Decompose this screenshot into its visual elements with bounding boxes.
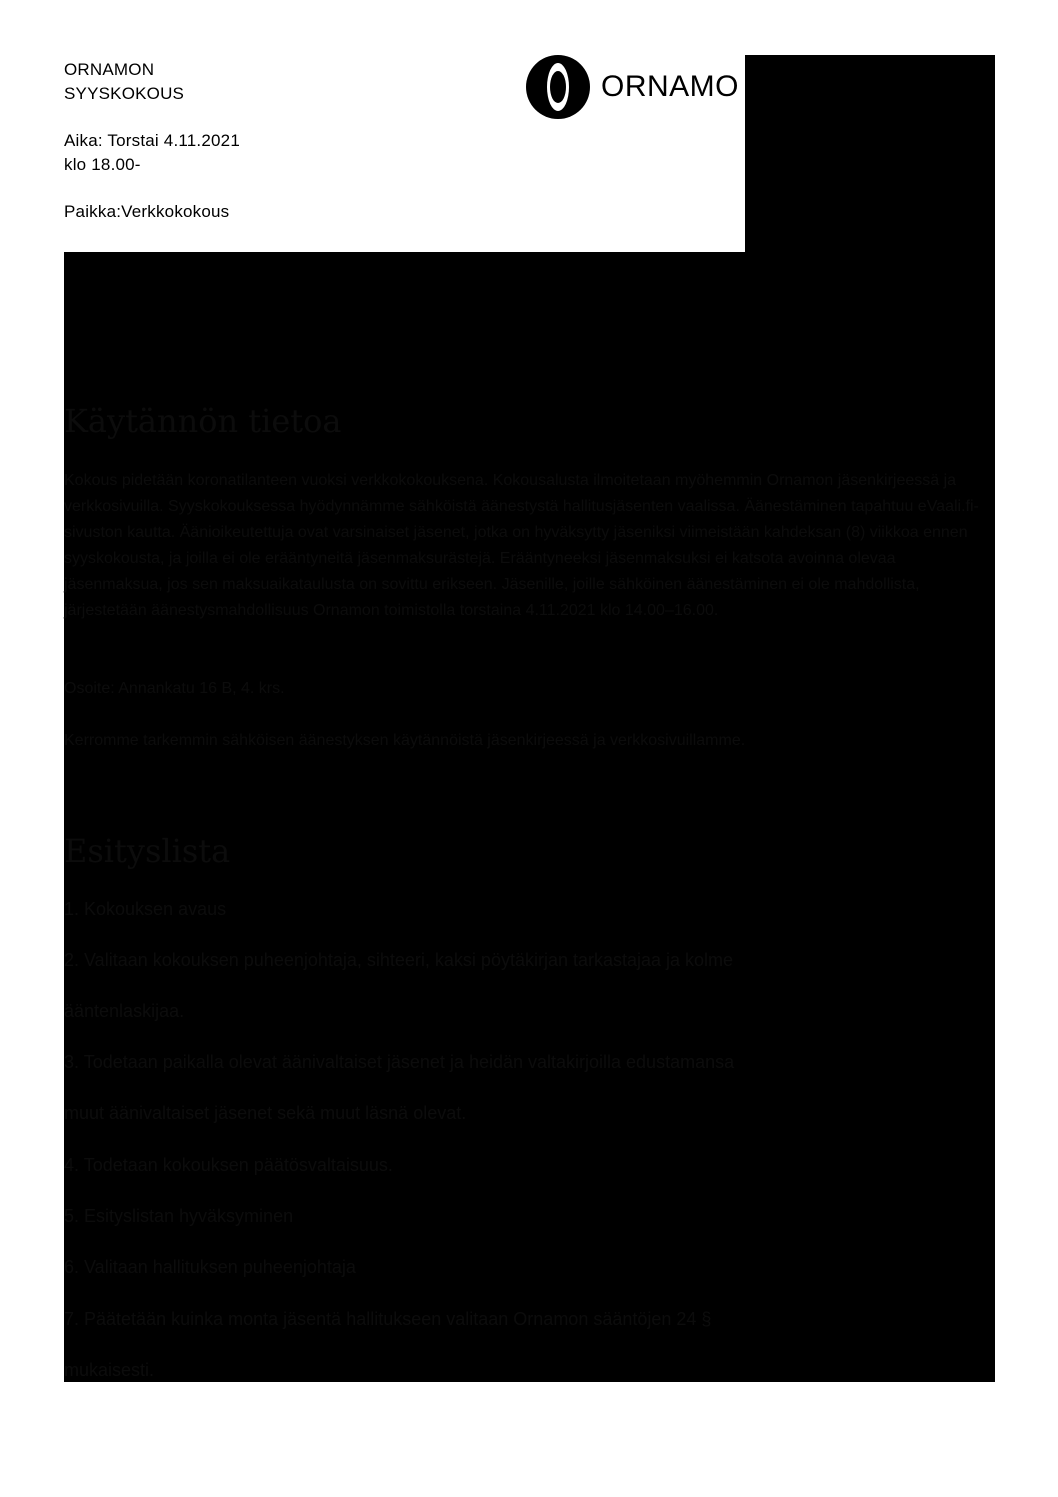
agenda-line: 5. Esityslistan hyväksyminen [64, 1206, 294, 1226]
agenda-heading: Esityslista [64, 832, 231, 870]
agenda-line: ääntenlaskijaa. [64, 1001, 185, 1021]
agenda-line: 6. Valitaan hallituksen puheenjohtaja [64, 1257, 356, 1277]
agenda-line: 4. Todetaan kokouksen päätösvaltaisuus. [64, 1155, 393, 1175]
ornamo-logo [525, 54, 739, 120]
agenda-line: 7. Päätetään kuinka monta jäsentä hallitukseen valitaan Ornamon sääntöjen 24 § [64, 1309, 712, 1329]
agenda-line: 2. Valitaan kokouksen puheenjohtaja, sihteeri, kaksi pöytäkirjan tarkastajaa ja kolme [64, 950, 734, 970]
meeting-title-line2: SYYSKOKOUS [64, 84, 185, 103]
agenda-line: 1. Kokouksen avaus [64, 899, 227, 919]
practical-address: Osoite: Annankatu 16 B, 4. krs. [64, 680, 285, 697]
agenda-line: 3. Todetaan paikalla olevat äänivaltaiset jäsenet ja heidän valtakirjoilla edustamansa [64, 1052, 735, 1072]
agenda-line: muut äänivaltaiset jäsenet sekä muut läsnä olevat. [64, 1103, 467, 1123]
black-block-top [745, 55, 995, 252]
ornamo-logo-icon [525, 54, 591, 120]
meeting-time-line1: Aika: Torstai 4.11.2021 [64, 131, 240, 150]
meeting-header [64, 58, 240, 224]
agenda-line: mukaisesti. [64, 1360, 155, 1380]
meeting-title-line1: ORNAMON [64, 60, 155, 79]
meeting-place: Paikka:Verkkokokous [64, 202, 230, 221]
practical-more-info: Kerromme tarkemmin sähköisen äänestyksen käytännöistä jäsenkirjeessä ja verkkosivuillamme. [64, 732, 746, 749]
practical-body: Kokous pidetään koronatilanteen vuoksi verkkokokouksena. Kokousalusta ilmoitetaan myöhemmin Ornamon jäsenkirjeessä ja verkkosivuilla. Syyskokouksessa hyödynnämme sähköistä äänestystä hallitusjäsenten vaalissa. Äänestäminen tapahtuu eVaali.fi-sivuston kautta. Äänioikeutettuja ovat varsinaiset jäsenet, jotka on hyväksytty jäseniksi viimeistään kahdeksan (8) viikkoa ennen syyskokousta, ja joilla ei ole erääntyneitä jäsenmaksurästejä. Erääntyneeksi jäsenmaksuksi ei katsota avoinna olevaa jäsenmaksua, jos sen maksuaikataulusta on sovittu erikseen. Jäsenille, joille sähköinen äänestäminen ei ole mahdollista, järjestetään äänestysmahdollisuus Ornamon toimistolla torstaina 4.11.2021 klo 14.00–16.00. [64, 472, 979, 619]
practical-heading: Käytännön tietoa [64, 402, 342, 440]
meeting-time-line2: klo 18.00- [64, 155, 141, 174]
ornamo-logo-text: ORNAMO [601, 70, 739, 103]
